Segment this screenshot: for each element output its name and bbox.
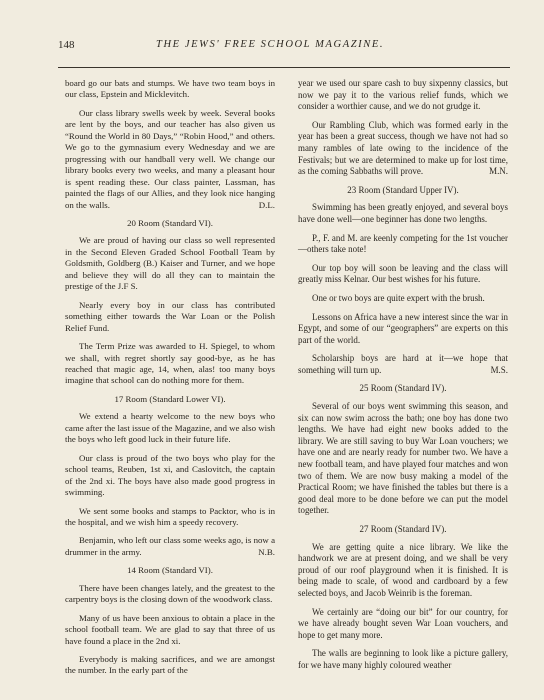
- paragraph: The walls are beginning to look like a picture gallery, for we have many highly coloured weather: [298, 648, 508, 670]
- paragraph: One or two boys are quite expert with the brush.: [312, 292, 485, 303]
- paragraph: year we used our spare cash to buy sixpenny classics, but now we pay it to the various relief funds, which we consider a worthier cause, and we do not grudge it.: [298, 78, 508, 112]
- paragraph: [298, 120, 508, 178]
- paragraph: We certainly are “doing our bit” for our country, for we have already bought seven War Loan vouchers, and hope to get many more.: [298, 606, 508, 640]
- paragraph: We extend a hearty welcome to the new boys who came after the last issue of the Magazine, and we also wish the boys who left good luck in their future life.: [65, 411, 275, 445]
- paragraph: The Term Prize was awarded to H. Spiegel, to whom we shall, with regret shortly say good-bye, as he has reached that magic age, 14, when, alas! too many boys imagine that school can do nothing more for them.: [65, 341, 275, 386]
- paragraph-text: Our Rambling Club, which was formed early in the year has been a great success, though we have not had so many rambles of late owing to the incidence of the Festivals; but we are determined to make up for lost time, as the coming Sabbaths will prove.: [298, 119, 508, 177]
- paragraph: Swimming has been greatly enjoyed, and several boys have done well—one beginner has done two lengths.: [298, 202, 508, 224]
- paragraph: Many of us have been anxious to obtain a place in the school football team. We are glad to say that three of us have found a place in the 2nd xi.: [65, 612, 275, 646]
- signature: D.L.: [258, 199, 275, 210]
- page-header: [58, 39, 510, 55]
- section-heading-17-room: 17 Room (Standard Lower VI).: [114, 393, 226, 404]
- paragraph: We sent some books and stamps to Packtor, who is in the hospital, and we wish him a speedy recovery.: [65, 505, 275, 527]
- paragraph: Several of our boys went swimming this season, and six can now swim across the bath; one boy has done two lengths. We have had eight new books added to the library. We are still saving to buy War Loan vouchers; we have one and are nearly ready for number two. We have a new football team, and have played four matches and won two of them. We are now busy making a model of the Practical Room; we have finished the tables but there is a good deal more to be done before we can put the model together.: [298, 401, 508, 516]
- section-heading-23-room: 23 Room (Standard Upper IV).: [347, 184, 459, 195]
- paragraph: [65, 535, 275, 558]
- signature: M.S.: [490, 364, 508, 375]
- signature: N.B.: [258, 546, 275, 557]
- header-rule: [58, 67, 510, 68]
- paragraph-text: Our class library swells week by week. Several books are lent by the boys, and our teacher has also given us “Round the World in 80 Days,” “Robin Hood,” and others. We go to the gymnasium every Wednesday and we are progressing with our handball very well. We change our library books every two weeks, and many a pleasant hour is spent reading these. Our class painter, Lassman, has painted the flags of our Allies, and they look nice hanging on the walls.: [65, 107, 275, 210]
- paragraph: Lessons on Africa have a new interest since the war in Egypt, and some of our “geographers” are experts on this part of the world.: [298, 311, 508, 345]
- paragraph: We are proud of having our class so well represented in the Second Eleven Graded School Football Team by Goldsmith, Goldberg (B.) Kaiser and Turner, and we hope and believe they will do all they can to maintain the prestige of the J.F S.: [65, 235, 275, 292]
- paragraph: Everybody is making sacrifices, and we are amongst the number. In the early part of the: [65, 654, 275, 676]
- paragraph: board go our bats and stumps. We have two team boys in our class, Epstein and Micklevitch.: [65, 78, 275, 100]
- signature: M.N.: [489, 166, 508, 177]
- section-heading-27-room: 27 Room (Standard IV).: [359, 524, 447, 534]
- paragraph: [65, 108, 275, 211]
- left-column: [65, 78, 275, 684]
- section-heading-14-room: 14 Room (Standard VI).: [127, 565, 213, 576]
- paragraph: There have been changes lately, and the greatest to the carpentry boys is the closing down of the woodwork class.: [65, 582, 275, 605]
- paragraph: P., F. and M. are keenly competing for the 1st voucher—others take note!: [298, 232, 508, 255]
- section-heading-25-room: 25 Room (Standard IV).: [359, 383, 447, 394]
- paragraph: Our top boy will soon be leaving and the class will greatly miss Kelnar. Our best wishes for his future.: [298, 262, 508, 285]
- right-column: [298, 78, 508, 679]
- paragraph-text: Benjamin, who left our class some weeks ago, is now a drummer in the army.: [65, 535, 275, 557]
- page-number: 148: [58, 39, 75, 51]
- paragraph: [298, 353, 508, 376]
- paragraph: We are getting quite a nice library. We like the handwork we are at present doing, and we shall be very proud of our roof playground when it is finished. It is being made to scale, of wood and cardboard by a few selected boys, and Jacob Weinrib is the foreman.: [298, 541, 508, 598]
- paragraph: Nearly every boy in our class has contributed something either towards the War Loan or the Polish Relief Fund.: [65, 299, 275, 333]
- running-head: THE JEWS' FREE SCHOOL MAGAZINE.: [156, 39, 385, 50]
- section-heading-20-room: 20 Room (Standard VI).: [127, 217, 213, 228]
- paragraph: Our class is proud of the two boys who play for the school teams, Reuben, 1st xi, and Caslovitch, the captain of the 2nd xi. The boys have also made good progress in swimming.: [65, 452, 275, 498]
- paragraph-text: Scholarship boys are hard at it—we hope that something will turn up.: [298, 353, 508, 375]
